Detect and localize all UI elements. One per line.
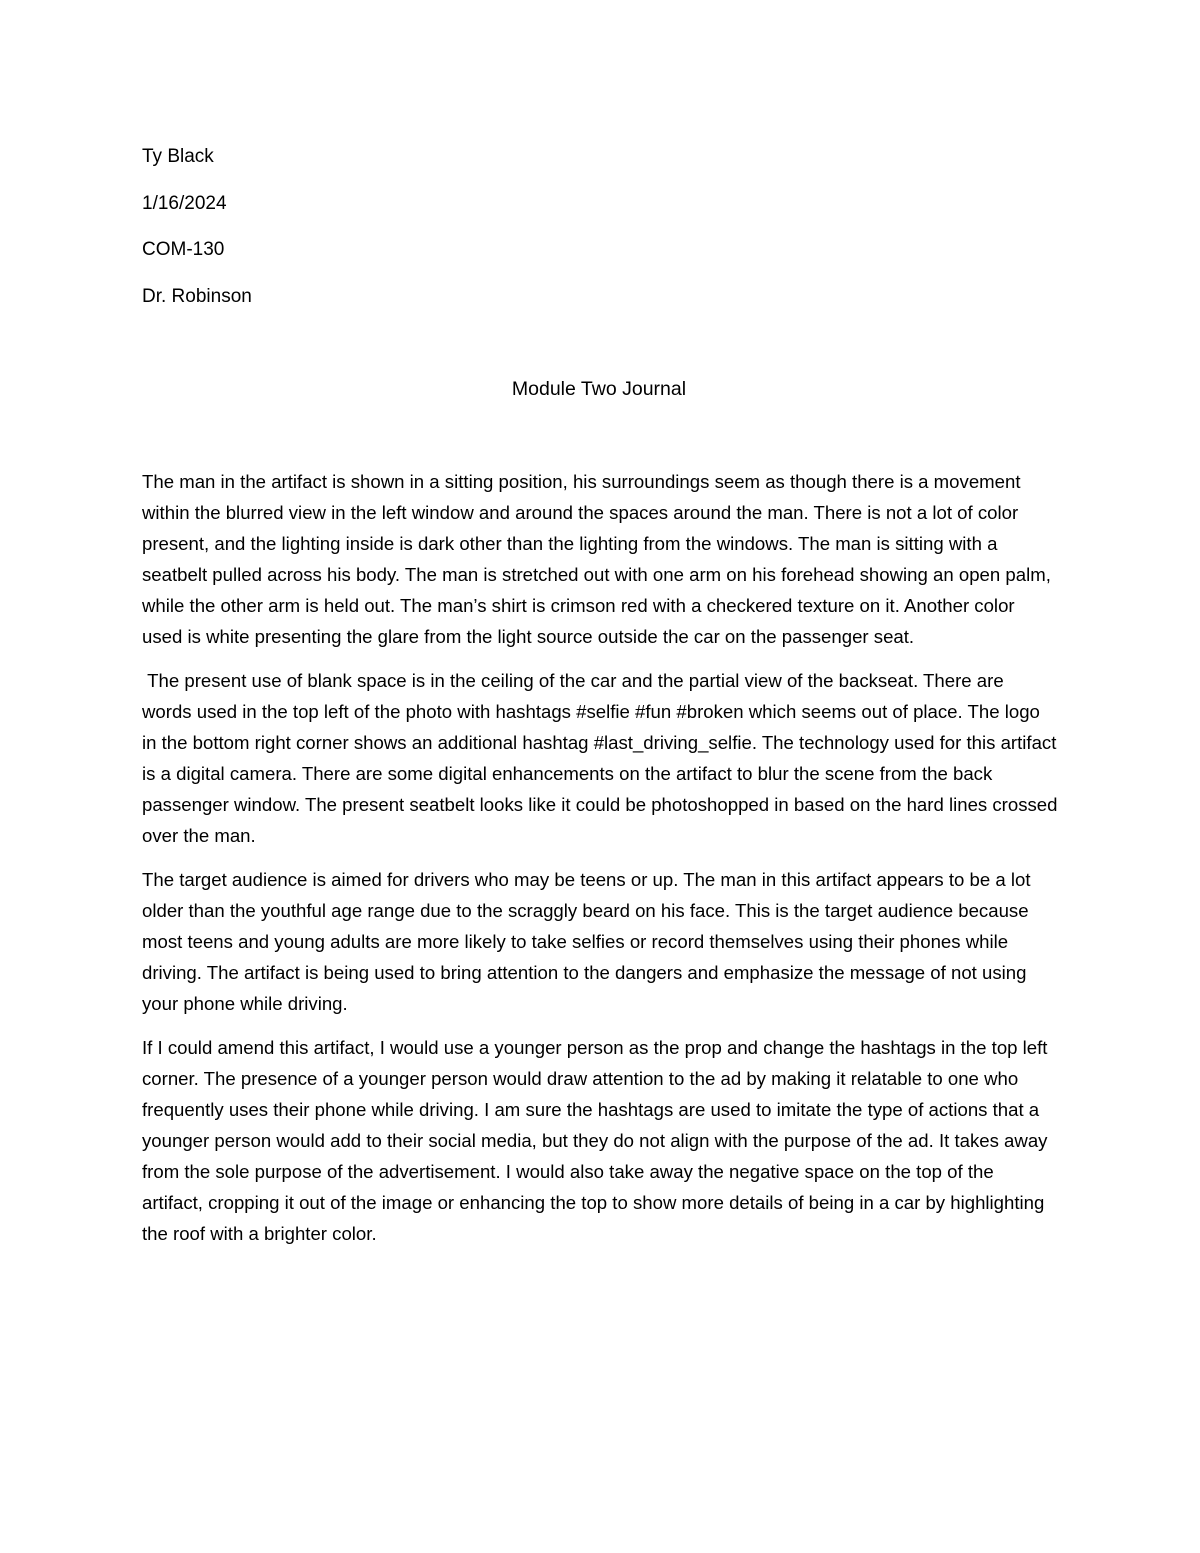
paragraph: The present use of blank space is in the ceiling of the car and the partial view of the backseat. There are words used in the top left of the photo with hashtags #selfie #fun #broken which seems out of place. The logo in the bottom right corner shows an additional hashtag #last_driving_selfie. The technology used for this artifact is a digital camera. There are some digital enhancements on the artifact to blur the scene from the back passenger window. The present seatbelt looks like it could be photoshopped in based on the hard lines crossed over the man. <box>142 670 1063 846</box>
document-date: 1/16/2024 <box>142 192 227 214</box>
paragraph: The target audience is aimed for drivers who may be teens or up. The man in this artifact appears to be a lot older than the youthful age range due to the scraggly beard on his face. This is the target audience because most teens and young adults are more likely to take selfies or record themselves using their phones while driving. The artifact is being used to bring attention to the dangers and emphasize the message of not using your phone while driving. <box>142 869 1031 1014</box>
header-block <box>142 141 742 327</box>
document-title: Module Two Journal <box>511 378 687 400</box>
instructor-name: Dr. Robinson <box>142 285 252 307</box>
paragraph: If I could amend this artifact, I would use a younger person as the prop and change the hashtags in the top left corner. The presence of a younger person would draw attention to the ad by making it relatable to one who frequently uses their phone while driving. I am sure the hashtags are used to imitate the type of actions that a younger person would add to their social media, but they do not align with the purpose of the ad. It takes away from the sole purpose of the advertisement. I would also take away the negative space on the top of the artifact, cropping it out of the image or enhancing the top to show more details of being in a car by highlighting the roof with a brighter color. <box>142 1037 1048 1244</box>
course-code: COM-130 <box>142 239 225 260</box>
paragraph: The man in the artifact is shown in a sitting position, his surroundings seem as though there is a movement within the blurred view in the left window and around the spaces around the man. There is not a lot of color present, and the lighting inside is dark other than the lighting from the windows. The man is sitting with a seatbelt pulled across his body. The man is stretched out with one arm on his forehead showing an open palm, while the other arm is held out. The man’s shirt is crimson red with a checkered texture on it. Another color used is white presenting the glare from the light source outside the car on the passenger seat. <box>142 471 1051 647</box>
body-text <box>142 466 1063 1262</box>
author-name: Ty Black <box>142 146 214 167</box>
